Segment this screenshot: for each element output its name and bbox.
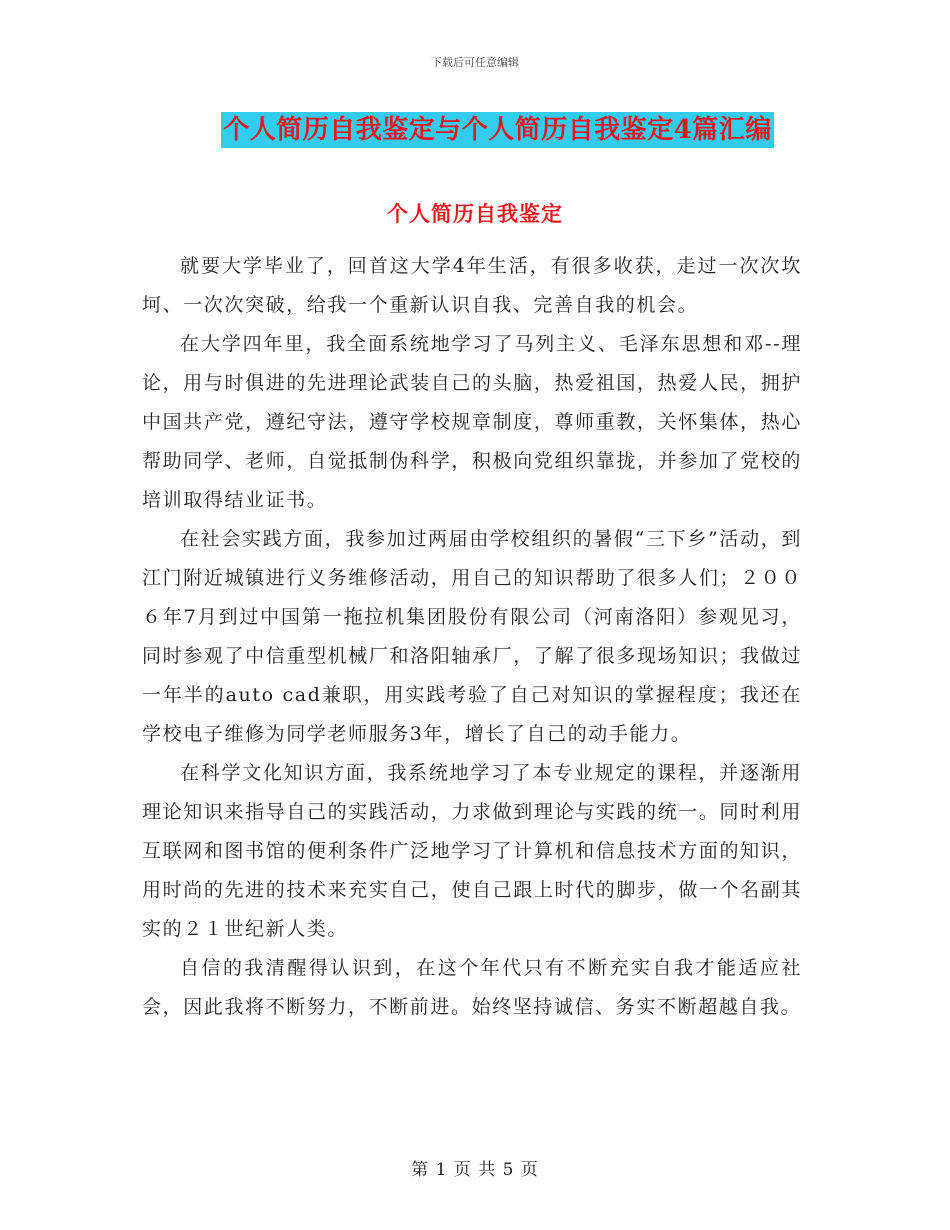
paragraph: 在社会实践方面，我参加过两届由学校组织的暑假“三下乡”活动，到江门附近城镇进行义务维修活动，用自己的知识帮助了很多人们；２００６年7月到过中国第一拖拉机集团股份有限公司（河南洛阳）参观见习，同时参观了中信重型机械厂和洛阳轴承厂，了解了很多现场知识；我做过一年半的auto cad兼职，用实践考验了自己对知识的掌握程度；我还在学校电子维修为同学老师服务3年，增长了自己的动手能力。 [142,528,802,745]
paragraph: 在科学文化知识方面，我系统地学习了本专业规定的课程，并逐渐用理论知识来指导自己的实践活动，力求做到理论与实践的统一。同时利用互联网和图书馆的便利条件广泛地学习了计算机和信息技术方面的知识，用时尚的先进的技术来充实自己，使自己跟上时代的脚步，做一个名副其实的２１世纪新人类。 [142,762,802,940]
page-header-note: 下载后可任意编辑 [431,56,519,69]
paragraph: 自信的我清醒得认识到，在这个年代只有不断充实自我才能适应社会，因此我将不断努力，不断前进。始终坚持诚信、务实不断超越自我。 [142,957,802,1018]
section-title: 个人简历自我鉴定 [387,201,563,226]
document-title-block [0,112,950,148]
page-footer-indicator: 第 1 页 共 5 页 [411,1160,539,1180]
document-title: 个人简历自我鉴定与个人简历自我鉴定4篇汇编 [221,112,774,148]
paragraph: 在大学四年里，我全面系统地学习了马列主义、毛泽东思想和邓--理论，用与时俱进的先进理论武装自己的头脑，热爱祖国，热爱人民，拥护中国共产党，遵纪守法，遵守学校规章制度，尊师重教，关怀集体，热心帮助同学、老师，自觉抵制伪科学，积极向党组织靠拢，并参加了党校的培训取得结业证书。 [142,333,802,511]
document-body [142,247,802,1027]
paragraph: 就要大学毕业了，回首这大学4年生活，有很多收获，走过一次次坎坷、一次次突破，给我一个重新认识自我、完善自我的机会。 [142,255,802,316]
